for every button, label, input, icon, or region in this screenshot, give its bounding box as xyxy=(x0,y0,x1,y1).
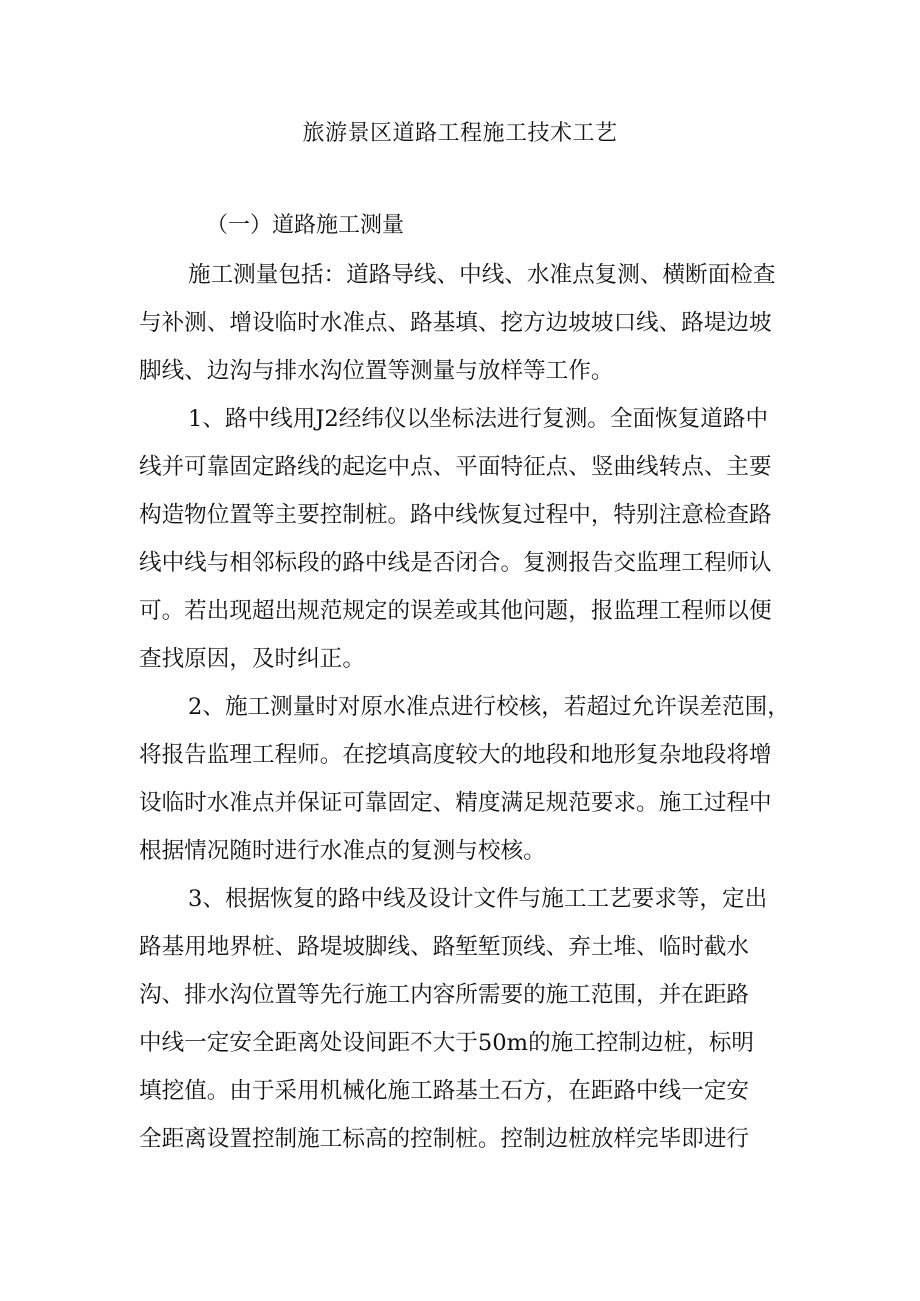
paragraph-line: 沟、排水沟位置等先行施工内容所需要的施工范围，并在距路 xyxy=(139,982,750,1008)
paragraph-line: 1、路中线用J2经纬仪以坐标法进行复测。全面恢复道路中 xyxy=(188,406,769,432)
paragraph-line: 线中线与相邻标段的路中线是否闭合。复测报告交监理工程师认 xyxy=(139,550,772,576)
paragraph-line: 查找原因，及时纠正。 xyxy=(139,646,365,672)
paragraph-line: 全距离设置控制施工标高的控制桩。控制边桩放样完毕即进行 xyxy=(139,1126,750,1152)
paragraph-line: 与补测、增设临时水准点、路基填、挖方边坡坡口线、路堤边坡 xyxy=(139,310,772,336)
paragraph-line: 设临时水准点并保证可靠固定、精度满足规范要求。施工过程中 xyxy=(139,790,772,816)
paragraph-line: 中线一定安全距离处设间距不大于50m的施工控制边桩，标明 xyxy=(139,1030,755,1056)
paragraph-line: 3、根据恢复的路中线及设计文件与施工工艺要求等，定出 xyxy=(188,886,768,912)
paragraph-line: 脚线、边沟与排水沟位置等测量与放样等工作。 xyxy=(139,358,614,384)
paragraph-line: 填挖值。由于采用机械化施工路基土石方，在距路中线一定安 xyxy=(139,1078,750,1104)
paragraph-line: 可。若出现超出规范规定的误差或其他问题，报监理工程师以便 xyxy=(139,598,772,624)
paragraph-line: 施工测量包括：道路导线、中线、水准点复测、横断面检查 xyxy=(188,262,776,288)
document-title: 旅游景区道路工程施工技术工艺 xyxy=(302,121,618,146)
paragraph-line: 路基用地界桩、路堤坡脚线、路堑堑顶线、弃土堆、临时截水 xyxy=(139,934,750,960)
section-heading: （一）道路施工测量 xyxy=(206,213,405,238)
paragraph-line: 构造物位置等主要控制桩。路中线恢复过程中，特别注意检查路 xyxy=(139,502,772,528)
paragraph-line: 根据情况随时进行水准点的复测与校核。 xyxy=(139,838,546,864)
paragraph-line: 线并可靠固定路线的起迄中点、平面特征点、竖曲线转点、主要 xyxy=(139,454,772,480)
paragraph-line: 2、施工测量时对原水准点进行校核，若超过允许误差范围， xyxy=(188,694,790,720)
paragraph-line: 将报告监理工程师。在挖填高度较大的地段和地形复杂地段将增 xyxy=(139,742,772,768)
